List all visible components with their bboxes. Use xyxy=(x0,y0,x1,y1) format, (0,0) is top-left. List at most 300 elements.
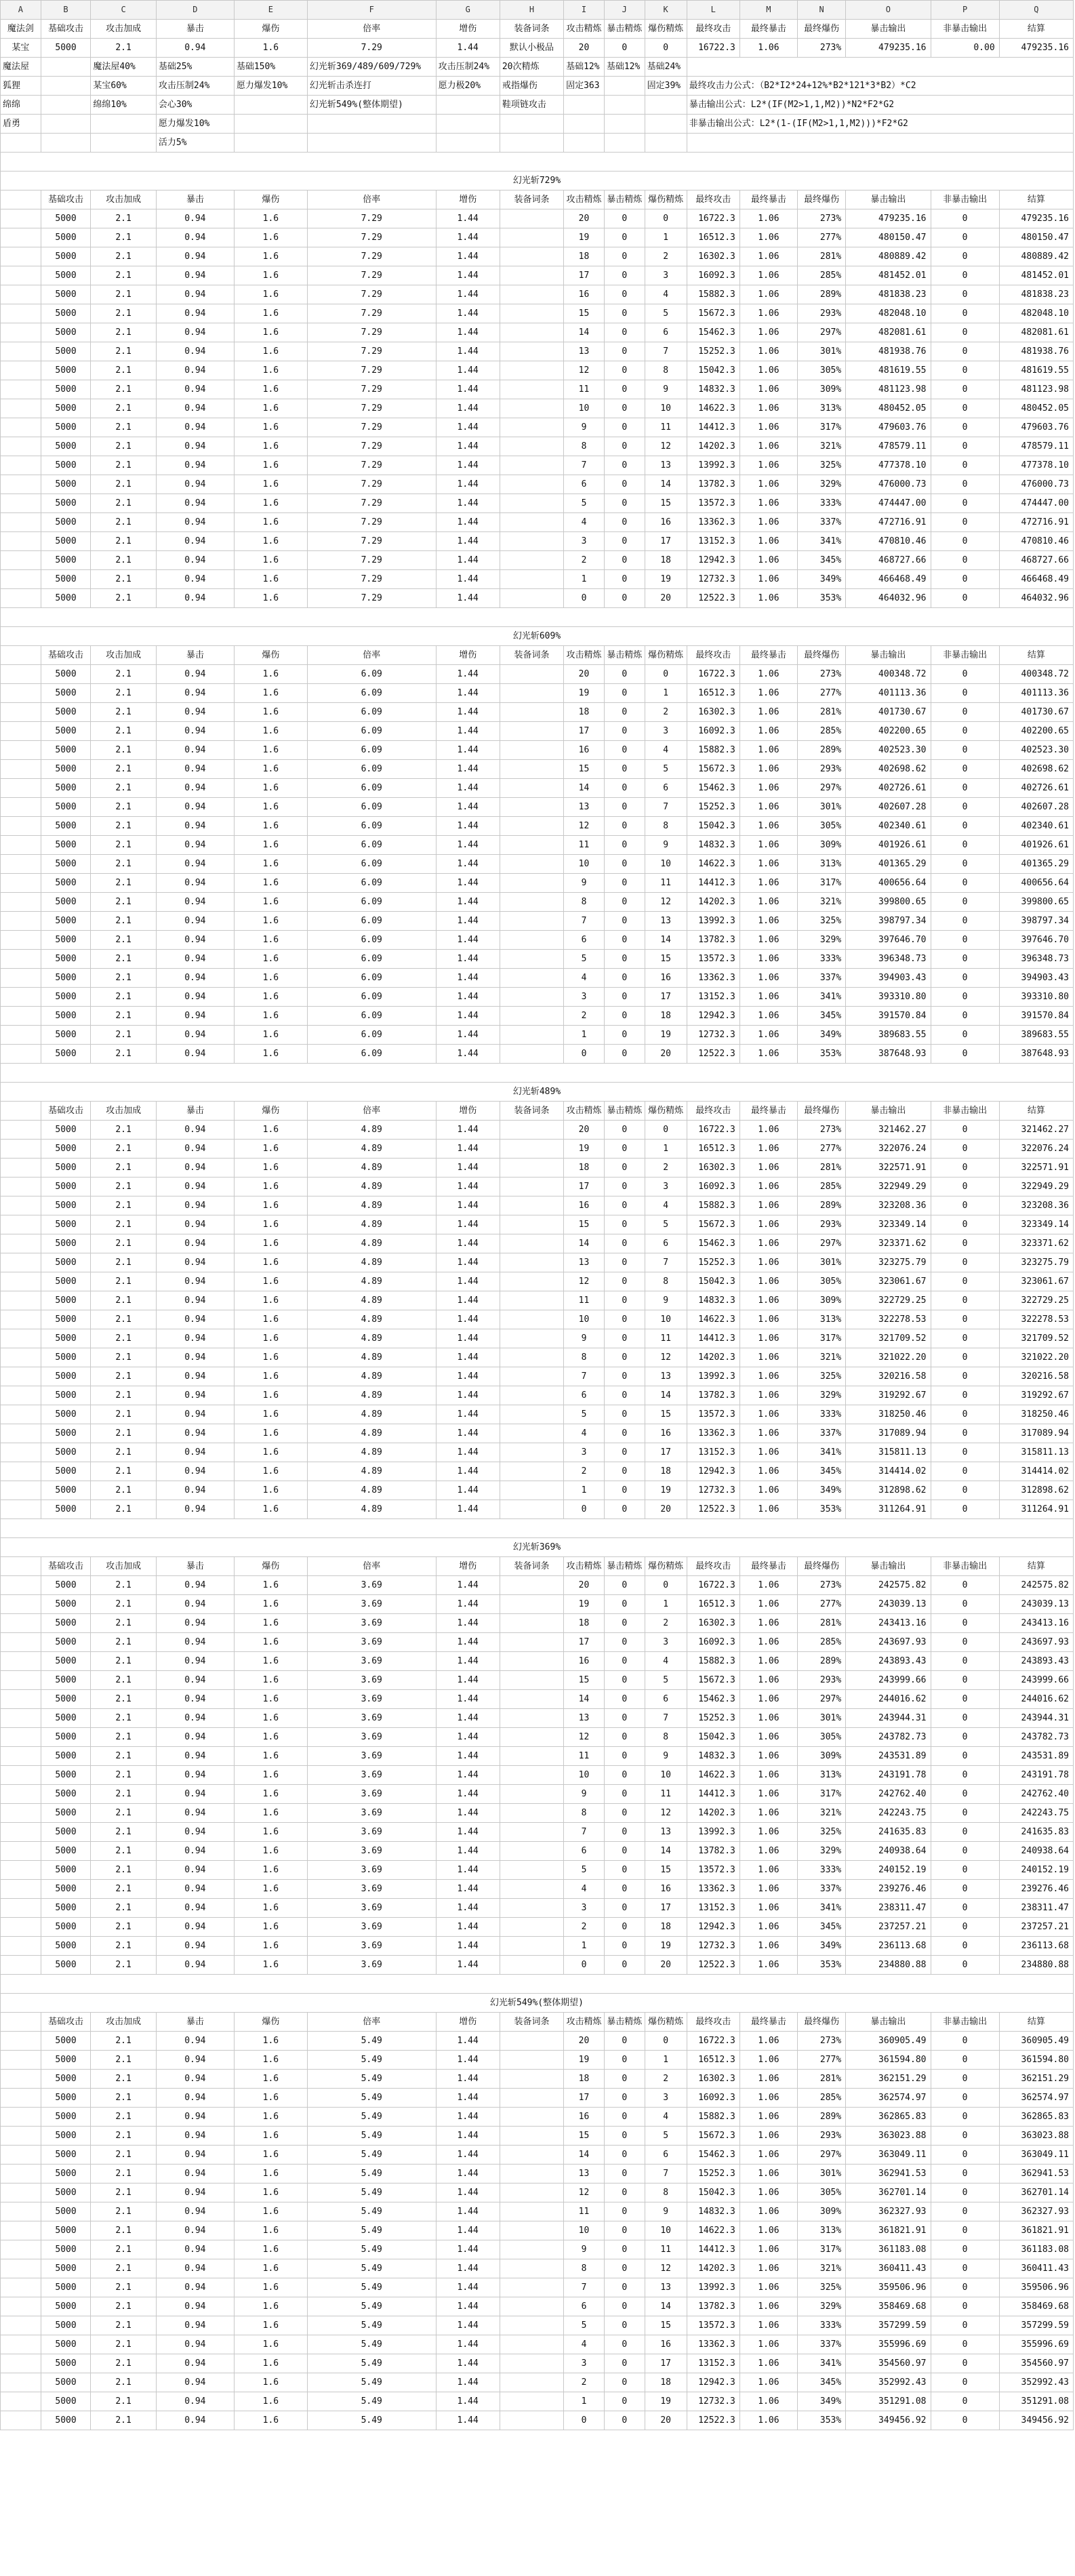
crit-output[interactable]: 357299.59 xyxy=(846,2316,931,2335)
crit-refine[interactable]: 0 xyxy=(604,1386,645,1405)
row-gap-cell[interactable] xyxy=(1,589,41,608)
rate[interactable]: 5.49 xyxy=(307,2221,436,2240)
damage-bonus[interactable]: 1.44 xyxy=(436,741,500,760)
attack-bonus[interactable]: 2.1 xyxy=(91,1880,157,1899)
row-gap-cell[interactable] xyxy=(1,1918,41,1937)
final-attack[interactable]: 12732.3 xyxy=(687,570,739,589)
rate[interactable]: 6.09 xyxy=(307,703,436,722)
base-attack[interactable]: 5000 xyxy=(41,969,91,988)
base-attack[interactable]: 5000 xyxy=(41,1178,91,1196)
crit-refine[interactable]: 0 xyxy=(604,931,645,950)
noncrit-output[interactable]: 0 xyxy=(931,1348,999,1367)
damage-bonus[interactable]: 1.44 xyxy=(436,1766,500,1785)
final-crit-damage[interactable]: 309% xyxy=(797,836,845,855)
final-attack[interactable]: 14412.3 xyxy=(687,2240,739,2259)
result[interactable]: 312898.62 xyxy=(999,1481,1073,1500)
crit-refine[interactable]: 0 xyxy=(604,494,645,513)
top-value-cell[interactable]: 1.6 xyxy=(234,39,307,58)
attack-bonus[interactable]: 2.1 xyxy=(91,779,157,798)
note-cell[interactable]: 基础24% xyxy=(645,58,687,77)
crit-output[interactable]: 361821.91 xyxy=(846,2221,931,2240)
crit-output[interactable]: 482081.61 xyxy=(846,323,931,342)
attack-bonus[interactable]: 2.1 xyxy=(91,1671,157,1690)
base-attack[interactable]: 5000 xyxy=(41,1348,91,1367)
row-gap-cell[interactable] xyxy=(1,2240,41,2259)
final-crit-damage[interactable]: 301% xyxy=(797,342,845,361)
result[interactable]: 243697.93 xyxy=(999,1633,1073,1652)
final-crit-damage[interactable]: 341% xyxy=(797,532,845,551)
final-crit[interactable]: 1.06 xyxy=(739,1842,797,1861)
equipment-affix[interactable] xyxy=(500,1234,563,1253)
column-header[interactable]: 爆伤精炼 xyxy=(645,646,687,665)
result[interactable]: 242762.40 xyxy=(999,1785,1073,1804)
crit-damage[interactable]: 1.6 xyxy=(234,2354,307,2373)
crit-damage-refine[interactable]: 20 xyxy=(645,1956,687,1975)
crit-output[interactable]: 323061.67 xyxy=(846,1272,931,1291)
final-crit[interactable]: 1.06 xyxy=(739,1614,797,1633)
attack-bonus[interactable]: 2.1 xyxy=(91,722,157,741)
equipment-affix[interactable] xyxy=(500,2183,563,2202)
row-gap-cell[interactable] xyxy=(1,1690,41,1709)
crit[interactable]: 0.94 xyxy=(156,247,234,266)
attack-bonus[interactable]: 2.1 xyxy=(91,1861,157,1880)
top-value-cell[interactable]: 7.29 xyxy=(307,39,436,58)
row-gap-cell[interactable] xyxy=(1,1121,41,1140)
attack-bonus[interactable]: 2.1 xyxy=(91,1481,157,1500)
rate[interactable]: 5.49 xyxy=(307,2127,436,2146)
crit[interactable]: 0.94 xyxy=(156,2183,234,2202)
base-attack[interactable]: 5000 xyxy=(41,703,91,722)
column-header[interactable]: 暴击 xyxy=(156,646,234,665)
base-attack[interactable]: 5000 xyxy=(41,2108,91,2127)
equipment-affix[interactable] xyxy=(500,798,563,817)
attack-bonus[interactable]: 2.1 xyxy=(91,703,157,722)
base-attack[interactable]: 5000 xyxy=(41,494,91,513)
crit[interactable]: 0.94 xyxy=(156,1424,234,1443)
damage-bonus[interactable]: 1.44 xyxy=(436,228,500,247)
crit-damage[interactable]: 1.6 xyxy=(234,1861,307,1880)
crit-damage-refine[interactable]: 11 xyxy=(645,1785,687,1804)
crit[interactable]: 0.94 xyxy=(156,874,234,893)
crit-output[interactable]: 402726.61 xyxy=(846,779,931,798)
row-gap-cell[interactable] xyxy=(1,209,41,228)
damage-bonus[interactable]: 1.44 xyxy=(436,779,500,798)
final-crit-damage[interactable]: 309% xyxy=(797,1747,845,1766)
attack-refine[interactable]: 1 xyxy=(564,1026,605,1045)
crit-output[interactable]: 238311.47 xyxy=(846,1899,931,1918)
equipment-affix[interactable] xyxy=(500,1728,563,1747)
crit-refine[interactable]: 0 xyxy=(604,1899,645,1918)
final-crit-damage[interactable]: 293% xyxy=(797,1671,845,1690)
attack-bonus[interactable]: 2.1 xyxy=(91,988,157,1007)
final-crit[interactable]: 1.06 xyxy=(739,1310,797,1329)
rate[interactable]: 5.49 xyxy=(307,2354,436,2373)
rate[interactable]: 7.29 xyxy=(307,589,436,608)
crit-damage-refine[interactable]: 9 xyxy=(645,380,687,399)
damage-bonus[interactable]: 1.44 xyxy=(436,285,500,304)
attack-bonus[interactable]: 2.1 xyxy=(91,1007,157,1026)
rate[interactable]: 7.29 xyxy=(307,570,436,589)
final-attack[interactable]: 15462.3 xyxy=(687,2146,739,2165)
damage-bonus[interactable]: 1.44 xyxy=(436,532,500,551)
column-header[interactable]: 攻击精炼 xyxy=(564,646,605,665)
attack-bonus[interactable]: 2.1 xyxy=(91,1026,157,1045)
result[interactable]: 322076.24 xyxy=(999,1140,1073,1159)
final-crit-damage[interactable]: 297% xyxy=(797,1690,845,1709)
crit-refine[interactable]: 0 xyxy=(604,1918,645,1937)
final-crit-damage[interactable]: 317% xyxy=(797,1785,845,1804)
final-attack[interactable]: 13782.3 xyxy=(687,2297,739,2316)
column-header[interactable]: 暴击 xyxy=(156,190,234,209)
attack-bonus[interactable]: 2.1 xyxy=(91,1215,157,1234)
crit-damage-refine[interactable]: 5 xyxy=(645,2127,687,2146)
crit[interactable]: 0.94 xyxy=(156,1747,234,1766)
final-crit-damage[interactable]: 321% xyxy=(797,1348,845,1367)
crit-refine[interactable]: 0 xyxy=(604,1424,645,1443)
crit-refine[interactable]: 0 xyxy=(604,2373,645,2392)
crit-output[interactable]: 237257.21 xyxy=(846,1918,931,1937)
row-gap-cell[interactable] xyxy=(1,722,41,741)
crit-damage[interactable]: 1.6 xyxy=(234,1633,307,1652)
rate[interactable]: 6.09 xyxy=(307,684,436,703)
base-attack[interactable]: 5000 xyxy=(41,779,91,798)
attack-bonus[interactable]: 2.1 xyxy=(91,418,157,437)
crit-damage-refine[interactable]: 19 xyxy=(645,570,687,589)
attack-bonus[interactable]: 2.1 xyxy=(91,684,157,703)
row-gap-cell[interactable] xyxy=(1,684,41,703)
crit-output[interactable]: 243531.89 xyxy=(846,1747,931,1766)
final-attack[interactable]: 12942.3 xyxy=(687,2373,739,2392)
base-attack[interactable]: 5000 xyxy=(41,1937,91,1956)
crit-refine[interactable]: 0 xyxy=(604,1121,645,1140)
crit-output[interactable]: 323208.36 xyxy=(846,1196,931,1215)
final-crit[interactable]: 1.06 xyxy=(739,1956,797,1975)
noncrit-output[interactable]: 0 xyxy=(931,1652,999,1671)
attack-refine[interactable]: 15 xyxy=(564,1671,605,1690)
final-attack[interactable]: 16722.3 xyxy=(687,665,739,684)
note-cell[interactable] xyxy=(436,134,500,153)
final-attack[interactable]: 12732.3 xyxy=(687,2392,739,2411)
attack-bonus[interactable]: 2.1 xyxy=(91,2089,157,2108)
crit[interactable]: 0.94 xyxy=(156,1026,234,1045)
crit-damage-refine[interactable]: 11 xyxy=(645,2240,687,2259)
equipment-affix[interactable] xyxy=(500,1121,563,1140)
final-crit-damage[interactable]: 281% xyxy=(797,1159,845,1178)
equipment-affix[interactable] xyxy=(500,1823,563,1842)
rate[interactable]: 4.89 xyxy=(307,1443,436,1462)
attack-refine[interactable]: 4 xyxy=(564,2335,605,2354)
rate[interactable]: 3.69 xyxy=(307,1690,436,1709)
final-attack[interactable]: 16092.3 xyxy=(687,1633,739,1652)
equipment-affix[interactable] xyxy=(500,1861,563,1880)
final-attack[interactable]: 15462.3 xyxy=(687,323,739,342)
attack-bonus[interactable]: 2.1 xyxy=(91,456,157,475)
base-attack[interactable]: 5000 xyxy=(41,1329,91,1348)
crit-refine[interactable]: 0 xyxy=(604,703,645,722)
crit-damage[interactable]: 1.6 xyxy=(234,2392,307,2411)
row-gap-cell[interactable] xyxy=(1,912,41,931)
crit-output[interactable]: 477378.10 xyxy=(846,456,931,475)
damage-bonus[interactable]: 1.44 xyxy=(436,1234,500,1253)
row-gap-cell[interactable] xyxy=(1,1671,41,1690)
noncrit-output[interactable]: 0 xyxy=(931,1728,999,1747)
attack-bonus[interactable]: 2.1 xyxy=(91,1329,157,1348)
final-crit-damage[interactable]: 337% xyxy=(797,969,845,988)
crit-damage[interactable]: 1.6 xyxy=(234,1272,307,1291)
rate[interactable]: 3.69 xyxy=(307,1614,436,1633)
column-header[interactable]: 攻击加成 xyxy=(91,2013,157,2032)
final-crit[interactable]: 1.06 xyxy=(739,1690,797,1709)
result[interactable]: 363049.11 xyxy=(999,2146,1073,2165)
crit[interactable]: 0.94 xyxy=(156,1196,234,1215)
noncrit-output[interactable]: 0 xyxy=(931,1481,999,1500)
noncrit-output[interactable]: 0 xyxy=(931,1709,999,1728)
damage-bonus[interactable]: 1.44 xyxy=(436,1785,500,1804)
noncrit-output[interactable]: 0 xyxy=(931,1234,999,1253)
equipment-affix[interactable] xyxy=(500,1253,563,1272)
crit[interactable]: 0.94 xyxy=(156,1880,234,1899)
noncrit-output[interactable]: 0 xyxy=(931,1956,999,1975)
result[interactable]: 479603.76 xyxy=(999,418,1073,437)
damage-bonus[interactable]: 1.44 xyxy=(436,1804,500,1823)
noncrit-output[interactable]: 0 xyxy=(931,1880,999,1899)
row-gap-cell[interactable] xyxy=(1,950,41,969)
final-attack[interactable]: 14202.3 xyxy=(687,893,739,912)
noncrit-output[interactable]: 0 xyxy=(931,2278,999,2297)
crit-damage[interactable]: 1.6 xyxy=(234,437,307,456)
damage-bonus[interactable]: 1.44 xyxy=(436,703,500,722)
crit-damage-refine[interactable]: 3 xyxy=(645,1178,687,1196)
base-attack[interactable]: 5000 xyxy=(41,2221,91,2240)
crit-damage[interactable]: 1.6 xyxy=(234,1234,307,1253)
rate[interactable]: 5.49 xyxy=(307,2297,436,2316)
equipment-affix[interactable] xyxy=(500,304,563,323)
row-gap-cell[interactable] xyxy=(1,874,41,893)
damage-bonus[interactable]: 1.44 xyxy=(436,855,500,874)
equipment-affix[interactable] xyxy=(500,1671,563,1690)
row-gap-cell[interactable] xyxy=(1,969,41,988)
equipment-affix[interactable] xyxy=(500,1899,563,1918)
crit-damage-refine[interactable]: 16 xyxy=(645,1424,687,1443)
crit-refine[interactable]: 0 xyxy=(604,475,645,494)
equipment-affix[interactable] xyxy=(500,551,563,570)
row-gap-cell[interactable] xyxy=(1,1766,41,1785)
attack-bonus[interactable]: 2.1 xyxy=(91,2127,157,2146)
base-attack[interactable]: 5000 xyxy=(41,1443,91,1462)
final-crit[interactable]: 1.06 xyxy=(739,437,797,456)
column-header[interactable]: 暴击精炼 xyxy=(604,646,645,665)
damage-bonus[interactable]: 1.44 xyxy=(436,2032,500,2051)
row-gap-cell[interactable] xyxy=(1,2316,41,2335)
rate[interactable]: 6.09 xyxy=(307,722,436,741)
crit-damage-refine[interactable]: 0 xyxy=(645,209,687,228)
result[interactable]: 243531.89 xyxy=(999,1747,1073,1766)
crit-refine[interactable]: 0 xyxy=(604,1937,645,1956)
attack-bonus[interactable]: 2.1 xyxy=(91,266,157,285)
result[interactable]: 236113.68 xyxy=(999,1937,1073,1956)
top-header-cell[interactable]: 爆伤精炼 xyxy=(645,20,687,39)
base-attack[interactable]: 5000 xyxy=(41,2240,91,2259)
column-letter[interactable]: K xyxy=(645,1,687,20)
rate[interactable]: 6.09 xyxy=(307,1007,436,1026)
final-crit[interactable]: 1.06 xyxy=(739,2165,797,2183)
equipment-affix[interactable] xyxy=(500,1481,563,1500)
column-header[interactable]: 爆伤 xyxy=(234,1557,307,1576)
crit-damage[interactable]: 1.6 xyxy=(234,2127,307,2146)
equipment-affix[interactable] xyxy=(500,1178,563,1196)
note-cell[interactable] xyxy=(604,77,645,96)
final-crit[interactable]: 1.06 xyxy=(739,2221,797,2240)
note-cell[interactable]: 绵绵 xyxy=(1,96,41,115)
top-header-cell[interactable]: 暴击精炼 xyxy=(604,20,645,39)
rate[interactable]: 5.49 xyxy=(307,2183,436,2202)
crit[interactable]: 0.94 xyxy=(156,1329,234,1348)
attack-refine[interactable]: 3 xyxy=(564,1899,605,1918)
crit-refine[interactable]: 0 xyxy=(604,1348,645,1367)
damage-bonus[interactable]: 1.44 xyxy=(436,2373,500,2392)
equipment-affix[interactable] xyxy=(500,1500,563,1519)
crit-refine[interactable]: 0 xyxy=(604,722,645,741)
attack-refine[interactable]: 18 xyxy=(564,703,605,722)
rate[interactable]: 6.09 xyxy=(307,931,436,950)
crit-refine[interactable]: 0 xyxy=(604,1671,645,1690)
result[interactable]: 363023.88 xyxy=(999,2127,1073,2146)
damage-bonus[interactable]: 1.44 xyxy=(436,399,500,418)
final-attack[interactable]: 12522.3 xyxy=(687,1045,739,1064)
attack-refine[interactable]: 0 xyxy=(564,1500,605,1519)
crit-damage[interactable]: 1.6 xyxy=(234,2259,307,2278)
result[interactable]: 244016.62 xyxy=(999,1690,1073,1709)
crit-damage[interactable]: 1.6 xyxy=(234,1899,307,1918)
top-value-cell[interactable]: 1.06 xyxy=(739,39,797,58)
attack-bonus[interactable]: 2.1 xyxy=(91,2259,157,2278)
damage-bonus[interactable]: 1.44 xyxy=(436,722,500,741)
rate[interactable]: 7.29 xyxy=(307,437,436,456)
crit-output[interactable]: 362151.29 xyxy=(846,2070,931,2089)
note-cell[interactable] xyxy=(564,115,605,134)
crit-damage[interactable]: 1.6 xyxy=(234,703,307,722)
crit-refine[interactable]: 0 xyxy=(604,874,645,893)
crit[interactable]: 0.94 xyxy=(156,1462,234,1481)
crit-output[interactable]: 322729.25 xyxy=(846,1291,931,1310)
attack-bonus[interactable]: 2.1 xyxy=(91,1899,157,1918)
final-attack[interactable]: 12942.3 xyxy=(687,1007,739,1026)
final-attack[interactable]: 13362.3 xyxy=(687,513,739,532)
crit-refine[interactable]: 0 xyxy=(604,285,645,304)
final-crit-damage[interactable]: 293% xyxy=(797,2127,845,2146)
crit-refine[interactable]: 0 xyxy=(604,1576,645,1595)
column-header[interactable]: 最终暴击 xyxy=(739,1102,797,1121)
attack-bonus[interactable]: 2.1 xyxy=(91,798,157,817)
base-attack[interactable]: 5000 xyxy=(41,1291,91,1310)
row-gap-cell[interactable] xyxy=(1,1614,41,1633)
crit[interactable]: 0.94 xyxy=(156,437,234,456)
attack-bonus[interactable]: 2.1 xyxy=(91,1310,157,1329)
crit-output[interactable]: 243782.73 xyxy=(846,1728,931,1747)
final-attack[interactable]: 13782.3 xyxy=(687,1386,739,1405)
noncrit-output[interactable]: 0 xyxy=(931,2165,999,2183)
crit-refine[interactable]: 0 xyxy=(604,1861,645,1880)
damage-bonus[interactable]: 1.44 xyxy=(436,2240,500,2259)
crit-output[interactable]: 312898.62 xyxy=(846,1481,931,1500)
attack-bonus[interactable]: 2.1 xyxy=(91,1956,157,1975)
attack-refine[interactable]: 20 xyxy=(564,209,605,228)
final-crit[interactable]: 1.06 xyxy=(739,665,797,684)
final-crit[interactable]: 1.06 xyxy=(739,2032,797,2051)
crit[interactable]: 0.94 xyxy=(156,1671,234,1690)
final-crit[interactable]: 1.06 xyxy=(739,2108,797,2127)
crit-damage[interactable]: 1.6 xyxy=(234,494,307,513)
crit-refine[interactable]: 0 xyxy=(604,1785,645,1804)
crit-output[interactable]: 354560.97 xyxy=(846,2354,931,2373)
row-gap-cell[interactable] xyxy=(1,418,41,437)
crit-damage[interactable]: 1.6 xyxy=(234,1481,307,1500)
crit-damage-refine[interactable]: 6 xyxy=(645,323,687,342)
final-attack[interactable]: 16722.3 xyxy=(687,2032,739,2051)
column-header[interactable]: 基础攻击 xyxy=(41,2013,91,2032)
crit-damage[interactable]: 1.6 xyxy=(234,2070,307,2089)
crit-damage[interactable]: 1.6 xyxy=(234,855,307,874)
column-header[interactable]: 攻击精炼 xyxy=(564,1557,605,1576)
crit[interactable]: 0.94 xyxy=(156,760,234,779)
crit-damage[interactable]: 1.6 xyxy=(234,836,307,855)
crit-damage[interactable]: 1.6 xyxy=(234,798,307,817)
attack-refine[interactable]: 6 xyxy=(564,931,605,950)
equipment-affix[interactable] xyxy=(500,2373,563,2392)
rate[interactable]: 3.69 xyxy=(307,1766,436,1785)
crit-damage[interactable]: 1.6 xyxy=(234,1671,307,1690)
base-attack[interactable]: 5000 xyxy=(41,2183,91,2202)
attack-refine[interactable]: 16 xyxy=(564,1652,605,1671)
crit-damage[interactable]: 1.6 xyxy=(234,589,307,608)
crit-damage-refine[interactable]: 2 xyxy=(645,247,687,266)
attack-refine[interactable]: 18 xyxy=(564,1159,605,1178)
crit[interactable]: 0.94 xyxy=(156,2411,234,2430)
attack-refine[interactable]: 19 xyxy=(564,228,605,247)
final-crit-damage[interactable]: 325% xyxy=(797,2278,845,2297)
crit-damage-refine[interactable]: 14 xyxy=(645,1386,687,1405)
rate[interactable]: 4.89 xyxy=(307,1424,436,1443)
crit-damage-refine[interactable]: 7 xyxy=(645,1253,687,1272)
noncrit-output[interactable]: 0 xyxy=(931,2392,999,2411)
final-crit-damage[interactable]: 337% xyxy=(797,513,845,532)
crit[interactable]: 0.94 xyxy=(156,1500,234,1519)
damage-bonus[interactable]: 1.44 xyxy=(436,1329,500,1348)
final-crit-damage[interactable]: 301% xyxy=(797,1709,845,1728)
final-attack[interactable]: 16512.3 xyxy=(687,684,739,703)
crit-refine[interactable]: 0 xyxy=(604,456,645,475)
attack-bonus[interactable]: 2.1 xyxy=(91,836,157,855)
attack-bonus[interactable]: 2.1 xyxy=(91,1253,157,1272)
attack-bonus[interactable]: 2.1 xyxy=(91,1766,157,1785)
crit-refine[interactable]: 0 xyxy=(604,228,645,247)
crit-damage[interactable]: 1.6 xyxy=(234,684,307,703)
noncrit-output[interactable]: 0 xyxy=(931,418,999,437)
final-attack[interactable]: 12942.3 xyxy=(687,1462,739,1481)
column-header[interactable]: 增伤 xyxy=(436,646,500,665)
top-value-cell[interactable]: 1.44 xyxy=(436,39,500,58)
equipment-affix[interactable] xyxy=(500,1272,563,1291)
base-attack[interactable]: 5000 xyxy=(41,817,91,836)
note-cell[interactable]: 某宝60% xyxy=(91,77,157,96)
crit-output[interactable]: 363023.88 xyxy=(846,2127,931,2146)
equipment-affix[interactable] xyxy=(500,2165,563,2183)
final-attack[interactable]: 13992.3 xyxy=(687,2278,739,2297)
crit-damage[interactable]: 1.6 xyxy=(234,399,307,418)
attack-bonus[interactable]: 2.1 xyxy=(91,855,157,874)
note-cell[interactable]: 魔法屋 xyxy=(1,58,41,77)
attack-bonus[interactable]: 2.1 xyxy=(91,399,157,418)
